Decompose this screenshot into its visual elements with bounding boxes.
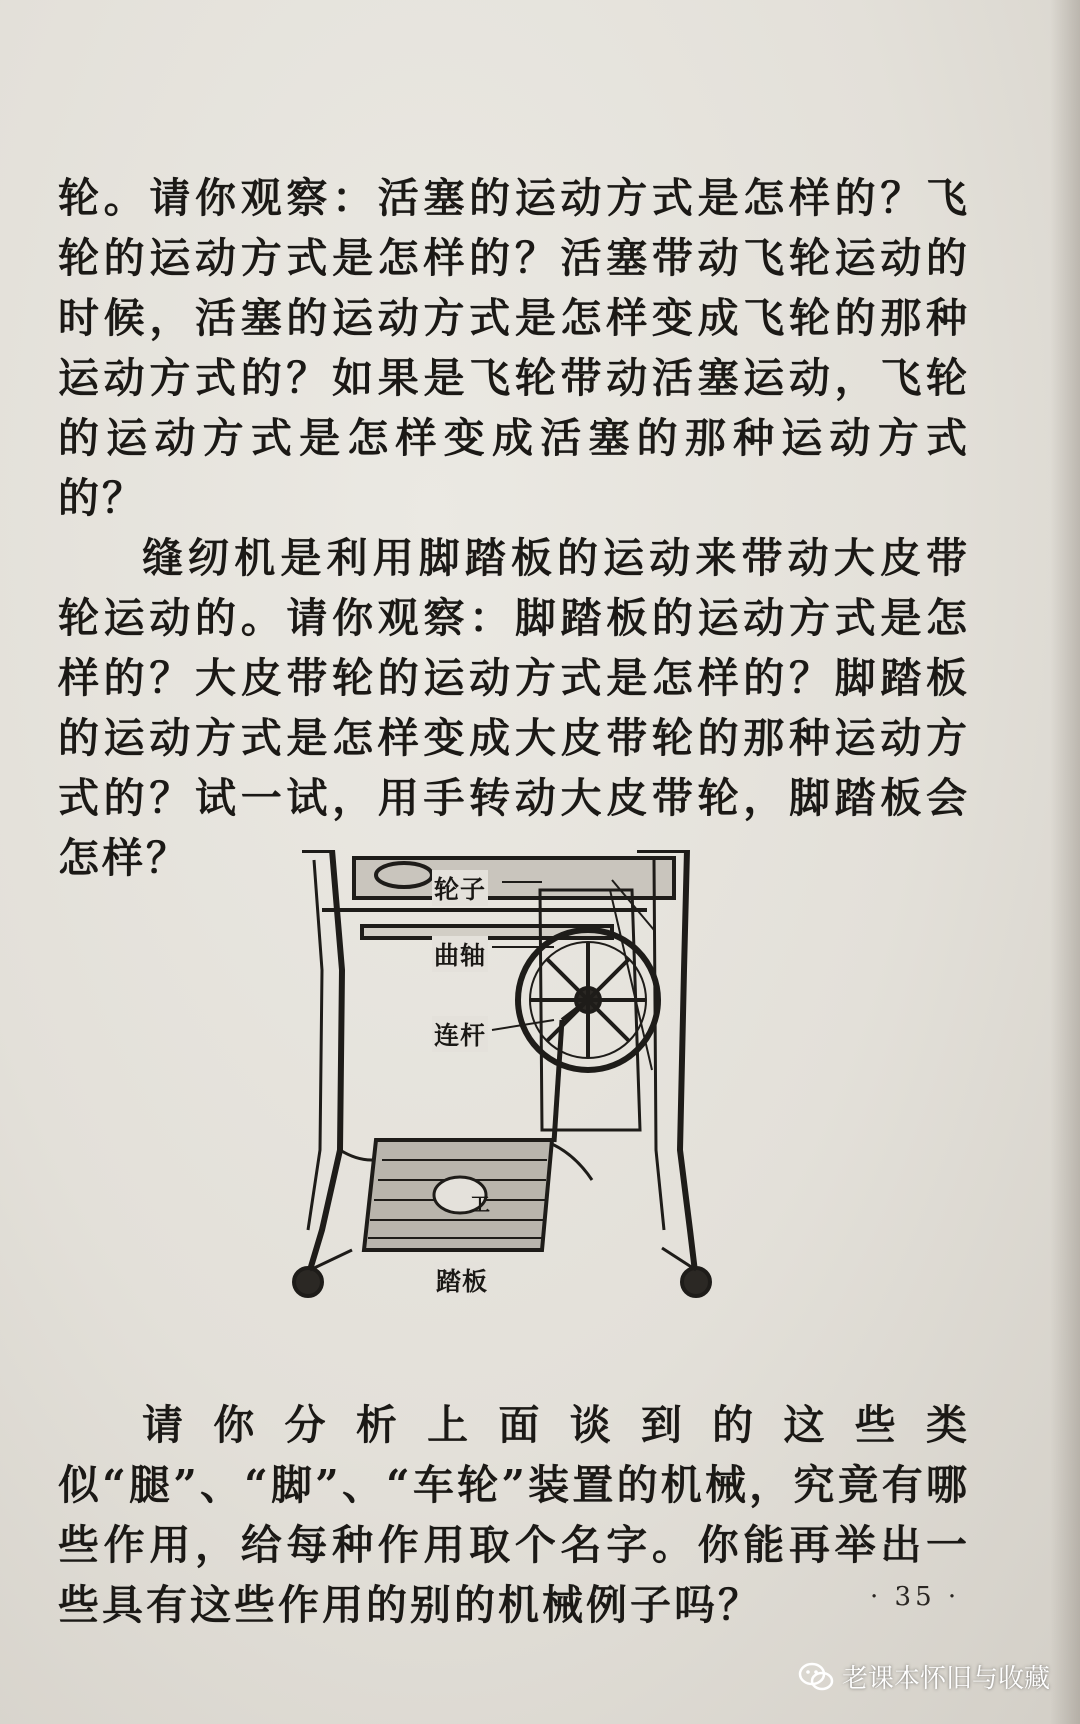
paragraph-engine: 轮。请你观察：活塞的运动方式是怎样的？飞轮的运动方式是怎样的？活塞带动飞轮运动的时候，活塞的运动方式是怎样变成飞轮的那种运动方式的？如果是飞轮带动活塞运动，飞轮的运动方式是怎样变成活塞的那种运动方式的？ (58, 174, 970, 522)
watermark-text: 老课本怀旧与收藏 (842, 1664, 1051, 1694)
pedal-emblem: 工 (470, 1192, 491, 1216)
paragraph-sewing-machine: 缝纫机是利用脚踏板的运动来带动大皮带轮运动的。请你观察：脚踏板的运动方式是怎样的？大皮带轮的运动方式是怎样的？脚踏板的运动方式是怎样变成大皮带轮的那种运动方式的？试一试，用手转动大皮带轮，脚踏板会怎样？ (58, 534, 970, 882)
watermark (798, 1658, 1050, 1695)
label-crankshaft: 曲轴 (432, 936, 488, 972)
label-pedal: 踏板 (434, 1262, 490, 1298)
text-block-bottom (58, 1395, 970, 1635)
wechat-icon (798, 1662, 834, 1692)
label-connecting-rod: 连杆 (432, 1016, 488, 1052)
text-block-top (58, 168, 970, 888)
page-number: · 35 · (870, 1582, 961, 1612)
sewing-machine-illustration (292, 850, 722, 1310)
paragraph-question: 请你分析上面谈到的这些类似“腿”、“脚”、“车轮”装置的机械，究竟有哪些作用，给每种作用取个名字。你能再举出一些具有这些作用的别的机械例子吗？ (58, 1401, 970, 1629)
label-wheel: 轮子 (432, 870, 488, 906)
sewing-machine-drawing (292, 850, 722, 1310)
page-edge-shadow (1050, 0, 1080, 1724)
